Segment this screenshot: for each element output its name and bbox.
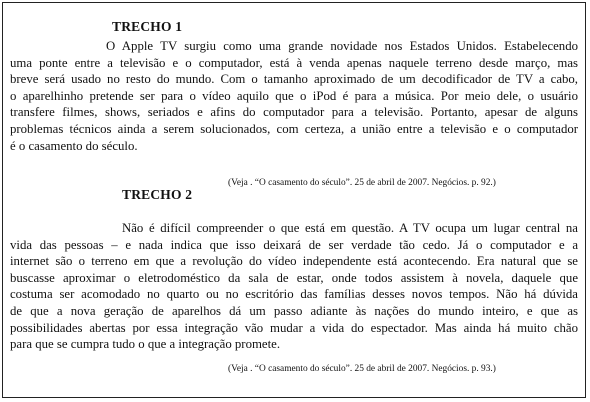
- excerpt-2-title: TRECHO 2: [122, 187, 193, 202]
- paragraph-line: é o casamento do século.: [10, 138, 138, 153]
- paragraph-line: o aparelhinho pretende ser para o vídeo aquilo que o iPod é para a música. Por meio dele, o usuário: [10, 88, 578, 103]
- excerpt-1-title: TRECHO 1: [112, 19, 183, 34]
- excerpt-2-citation: (Veja . “O casamento do século”. 25 de abril de 2007. Negócios. p. 93.): [228, 364, 496, 374]
- excerpt-1-citation: (Veja . “O casamento do século”. 25 de abril de 2007. Negócios. p. 92.): [228, 178, 496, 188]
- paragraph-line: Não é difícil compreender o que está em questão. A TV ocupa um lugar central na: [122, 221, 578, 235]
- paragraph-line: possibilidades abertas por essa integração vão mudar a vida do espectador. Mas ainda há muito chão: [10, 320, 578, 335]
- paragraph-line: costuma ser acomodado no quarto ou no escritório das famílias desses novos tempos. Não há dúvida: [10, 287, 578, 302]
- paragraph-line: de que a nova geração de aparelhos dá um passo adiante às nações do mundo inteiro, e que as: [10, 303, 578, 318]
- excerpt-2-paragraph: [10, 220, 578, 353]
- paragraph-line: problemas técnicos ainda a serem solucionados, com certeza, a união entre a televisão e o computador: [10, 121, 578, 136]
- paragraph-line: para que se cumpra tudo o que a integração promete.: [10, 337, 281, 352]
- paragraph-line: O Apple TV surgiu como uma grande novidade nos Estados Unidos. Estabelecendo: [106, 39, 578, 53]
- excerpt-1-paragraph: [10, 38, 578, 154]
- paragraph-line: internet são o terreno em que a revolução do vídeo independente está acontecendo. Era natural que se: [10, 254, 578, 269]
- paragraph-line: uma ponte entre a televisão e o computador, está à venda apenas naquele terreno desde março, mas: [10, 55, 578, 70]
- paragraph-line: transfere filmes, shows, seriados e afins do computador para a televisão. Portanto, apesar de alguns: [10, 105, 578, 120]
- paragraph-line: buscasse aproximar o eletrodoméstico da sala de estar, onde todos assistem à novela, daquele que: [10, 270, 578, 285]
- paragraph-line: breve será usado no resto do mundo. Com o tamanho aproximado de um decodificador de TV a cabo,: [10, 72, 578, 87]
- paragraph-line: vida das pessoas – e nada indica que isso deixará de ser verdade tão cedo. Já o computador e a: [10, 237, 578, 252]
